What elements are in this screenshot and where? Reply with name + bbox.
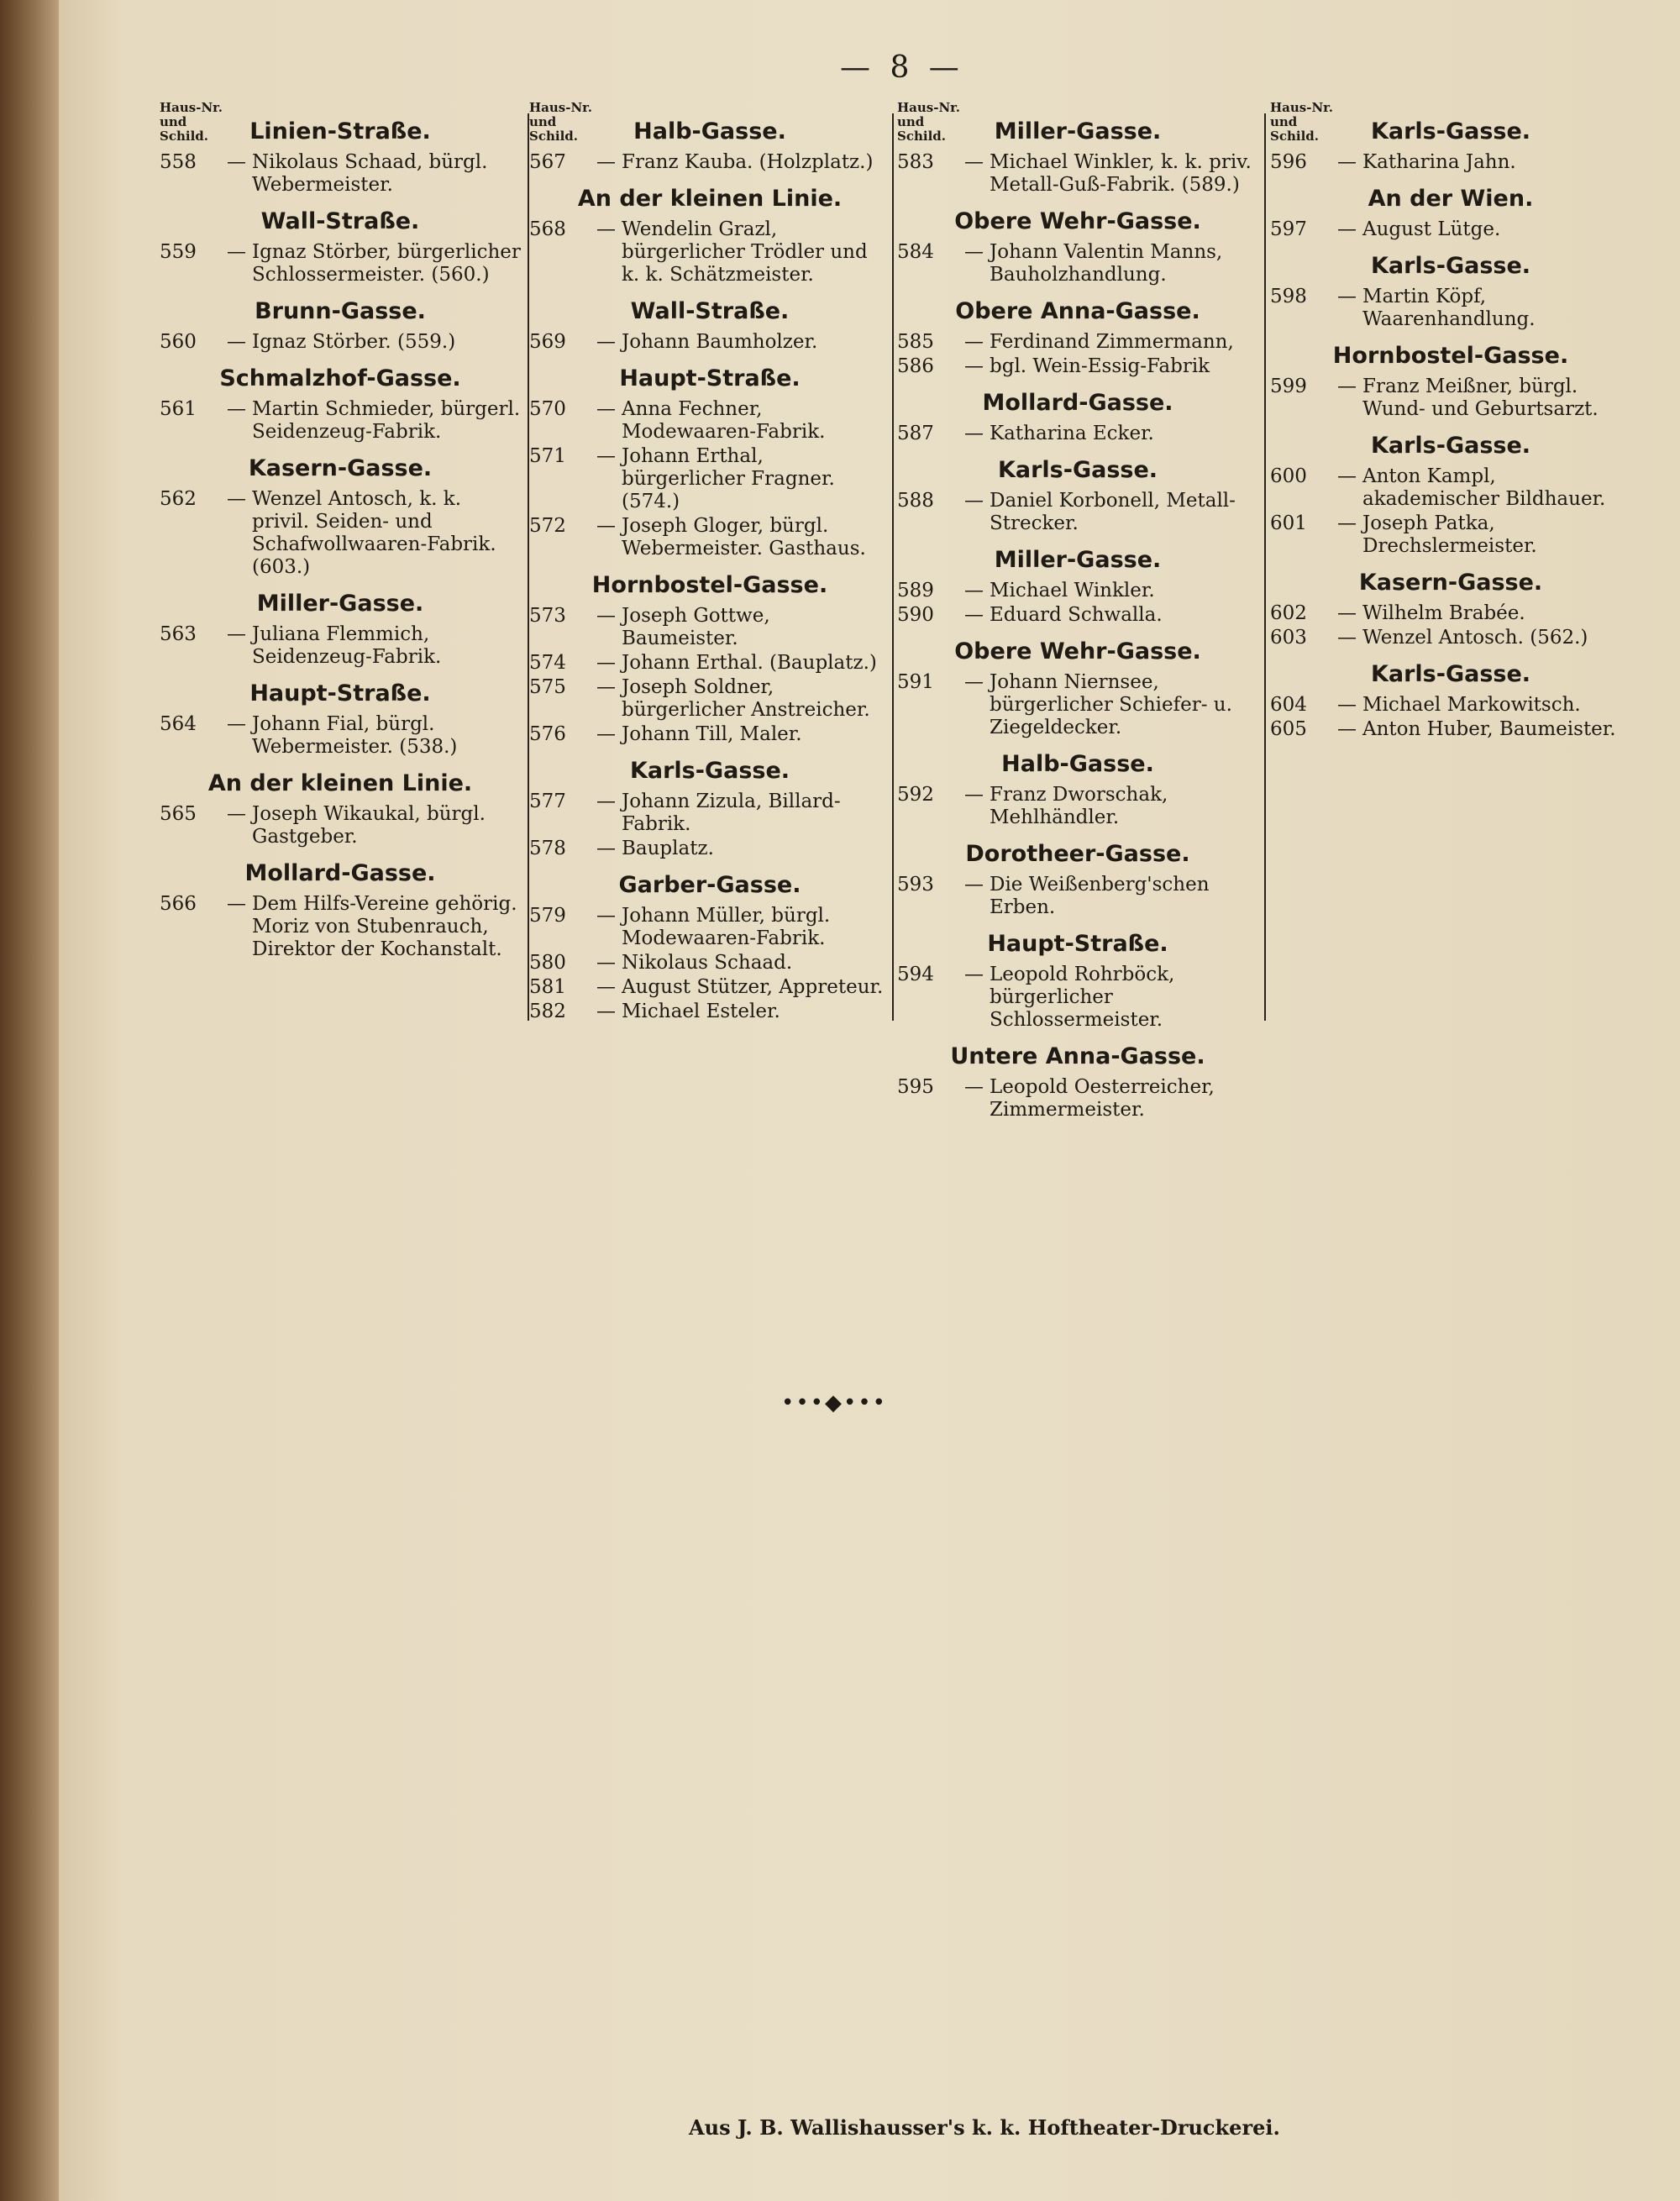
street-heading: Karls-Gasse. xyxy=(997,457,1158,483)
street-heading: Untere Anna-Gasse. xyxy=(950,1043,1205,1069)
house-number: 565 xyxy=(160,803,197,825)
dash-separator: — xyxy=(227,398,246,420)
column-4 xyxy=(1270,101,1631,743)
house-entry xyxy=(897,355,1258,378)
owner-text: Johann Valentin Manns, Bauholzhandlung. xyxy=(990,241,1223,286)
column-divider xyxy=(1264,113,1266,1021)
house-number: 586 xyxy=(897,355,934,377)
house-entry xyxy=(160,803,521,848)
house-entry xyxy=(529,952,890,974)
dash-separator: — xyxy=(227,151,246,173)
house-number: 594 xyxy=(897,964,934,985)
owner-text: Katharina Jahn. xyxy=(1362,151,1516,173)
dash-separator: — xyxy=(1337,512,1357,534)
house-entry xyxy=(529,218,890,286)
street-heading: Kasern-Gasse. xyxy=(1358,570,1543,596)
house-number: 587 xyxy=(897,423,934,444)
house-number: 574 xyxy=(529,652,566,674)
dash-separator: — xyxy=(227,331,246,353)
dash-separator: — xyxy=(596,905,616,927)
house-entry xyxy=(1270,602,1631,625)
house-entry xyxy=(897,151,1258,197)
owner-text: Johann Fial, bürgl. Webermeister. (538.) xyxy=(252,713,458,758)
owner-text: Johann Till, Maler. xyxy=(622,723,802,745)
owner-text: Anton Kampl, akademischer Bildhauer. xyxy=(1362,465,1606,510)
dash-separator: — xyxy=(1337,286,1357,307)
house-number: 566 xyxy=(160,893,197,915)
owner-text: Michael Winkler, k. k. priv. Metall-Guß-Fabrik. (589.) xyxy=(990,151,1252,196)
dash-separator: — xyxy=(596,952,616,974)
dash-separator: — xyxy=(964,874,984,896)
house-entry xyxy=(897,423,1258,445)
house-number: 576 xyxy=(529,723,566,745)
dash-separator: — xyxy=(964,490,984,512)
house-entry xyxy=(160,241,521,286)
house-number: 578 xyxy=(529,838,566,859)
owner-text: Franz Kauba. (Holzplatz.) xyxy=(622,151,874,173)
house-entry xyxy=(529,652,890,675)
street-heading: Garber-Gasse. xyxy=(618,872,801,898)
street-heading: Miller-Gasse. xyxy=(256,591,424,617)
dash-separator: — xyxy=(227,623,246,645)
house-entry xyxy=(897,964,1258,1032)
owner-text: August Lütge. xyxy=(1362,218,1501,240)
dash-separator: — xyxy=(596,515,616,537)
house-number: 568 xyxy=(529,218,566,240)
book-spine xyxy=(0,0,67,2201)
ornamental-divider: •••◆••• xyxy=(781,1390,888,1416)
house-entry xyxy=(897,671,1258,739)
dash-separator: — xyxy=(964,671,984,693)
house-entry xyxy=(529,676,890,722)
house-entry xyxy=(1270,627,1631,649)
dash-separator: — xyxy=(596,652,616,674)
owner-text: Joseph Gottwe, Baumeister. xyxy=(622,605,770,649)
owner-text: Ignaz Störber, bürgerlicher Schlossermeister. (560.) xyxy=(252,241,521,286)
house-entry xyxy=(1270,218,1631,241)
owner-text: Die Weißenberg'schen Erben. xyxy=(990,874,1210,918)
owner-text: Ferdinand Zimmermann, xyxy=(990,331,1234,353)
dash-separator: — xyxy=(1337,376,1357,397)
house-number: 582 xyxy=(529,1001,566,1022)
owner-text: Nikolaus Schaad. xyxy=(622,952,793,974)
house-entry xyxy=(529,838,890,860)
column-divider xyxy=(892,113,894,1021)
street-heading: Wall-Straße. xyxy=(260,208,420,234)
owner-text: Franz Dworschak, Mehlhändler. xyxy=(990,784,1168,828)
house-number: 588 xyxy=(897,490,934,512)
house-number: 569 xyxy=(529,331,566,353)
house-number: 560 xyxy=(160,331,197,353)
owner-text: Daniel Korbonell, Metall-Strecker. xyxy=(990,490,1236,534)
house-number: 562 xyxy=(160,488,197,510)
house-entry xyxy=(529,1001,890,1023)
house-number: 605 xyxy=(1270,718,1307,740)
owner-text: Wenzel Antosch. (562.) xyxy=(1362,627,1588,649)
house-number: 564 xyxy=(160,713,197,735)
house-number: 580 xyxy=(529,952,566,974)
house-number: 591 xyxy=(897,671,934,693)
street-heading: Karls-Gasse. xyxy=(1370,253,1531,279)
street-heading: Miller-Gasse. xyxy=(994,118,1162,144)
dash-separator: — xyxy=(964,1076,984,1098)
house-entry xyxy=(529,791,890,836)
page-number: — 8 — xyxy=(840,50,964,85)
street-heading: Karls-Gasse. xyxy=(1370,661,1531,687)
street-heading: Schmalzhof-Gasse. xyxy=(219,365,461,391)
house-entry xyxy=(160,623,521,669)
house-number: 589 xyxy=(897,580,934,601)
owner-text: Ignaz Störber. (559.) xyxy=(252,331,456,353)
house-number: 583 xyxy=(897,151,934,173)
house-entry xyxy=(897,580,1258,602)
street-heading: Karls-Gasse. xyxy=(629,758,790,784)
column-header-label: Haus-Nr. und Schild. xyxy=(1270,100,1333,144)
house-number: 602 xyxy=(1270,602,1307,624)
owner-text: Joseph Wikaukal, bürgl. Gastgeber. xyxy=(252,803,486,848)
dash-separator: — xyxy=(1337,718,1357,740)
house-number: 599 xyxy=(1270,376,1307,397)
house-number: 590 xyxy=(897,604,934,626)
dash-separator: — xyxy=(227,803,246,825)
owner-text: Michael Esteler. xyxy=(622,1001,780,1022)
dash-separator: — xyxy=(596,676,616,698)
owner-text: Katharina Ecker. xyxy=(990,423,1154,444)
street-heading: Obere Wehr-Gasse. xyxy=(954,638,1201,665)
dash-separator: — xyxy=(964,580,984,601)
house-number: 575 xyxy=(529,676,566,698)
street-heading: Halb-Gasse. xyxy=(1001,751,1154,777)
house-entry xyxy=(897,604,1258,627)
house-entry xyxy=(160,893,521,961)
dash-separator: — xyxy=(964,964,984,985)
house-entry xyxy=(529,905,890,950)
street-heading: Karls-Gasse. xyxy=(1370,433,1531,459)
dash-separator: — xyxy=(596,151,616,173)
house-entry xyxy=(1270,465,1631,511)
dash-separator: — xyxy=(596,723,616,745)
house-entry xyxy=(897,784,1258,829)
dash-separator: — xyxy=(964,784,984,806)
house-entry xyxy=(160,398,521,444)
street-heading: Haupt-Straße. xyxy=(987,931,1168,957)
house-entry xyxy=(529,976,890,999)
owner-text: Leopold Rohrböck, bürgerlicher Schlossermeister. xyxy=(990,964,1175,1031)
house-entry xyxy=(897,241,1258,286)
dash-separator: — xyxy=(1337,602,1357,624)
dash-separator: — xyxy=(1337,218,1357,240)
dash-separator: — xyxy=(596,218,616,240)
house-entry xyxy=(897,1076,1258,1122)
house-entry xyxy=(1270,718,1631,741)
house-entry xyxy=(1270,512,1631,558)
dash-separator: — xyxy=(596,838,616,859)
owner-text: Johann Erthal. (Bauplatz.) xyxy=(622,652,877,674)
owner-text: Johann Müller, bürgl. Modewaaren-Fabrik. xyxy=(622,905,831,949)
house-number: 577 xyxy=(529,791,566,812)
owner-text: Martin Köpf, Waarenhandlung. xyxy=(1362,286,1536,330)
dash-separator: — xyxy=(964,604,984,626)
dash-separator: — xyxy=(964,355,984,377)
column-header-label: Haus-Nr. und Schild. xyxy=(529,100,592,144)
street-heading: Wall-Straße. xyxy=(630,298,790,324)
owner-text: August Stützer, Appreteur. xyxy=(622,976,884,998)
house-entry xyxy=(529,723,890,746)
house-number: 561 xyxy=(160,398,197,420)
dash-separator: — xyxy=(1337,465,1357,487)
house-number: 600 xyxy=(1270,465,1307,487)
house-number: 598 xyxy=(1270,286,1307,307)
column-3 xyxy=(897,101,1258,1123)
owner-text: bgl. Wein-Essig-Fabrik xyxy=(990,355,1210,377)
owner-text: Michael Winkler. xyxy=(990,580,1155,601)
owner-text: Eduard Schwalla. xyxy=(990,604,1163,626)
street-heading: Haupt-Straße. xyxy=(249,680,431,707)
column-1 xyxy=(160,101,521,963)
house-entry xyxy=(1270,694,1631,717)
house-number: 558 xyxy=(160,151,197,173)
house-number: 559 xyxy=(160,241,197,263)
house-entry xyxy=(529,398,890,444)
street-heading: Brunn-Gasse. xyxy=(255,298,426,324)
house-number: 603 xyxy=(1270,627,1307,649)
house-entry xyxy=(160,488,521,579)
street-heading: Linien-Straße. xyxy=(249,118,431,144)
dash-separator: — xyxy=(227,713,246,735)
house-number: 595 xyxy=(897,1076,934,1098)
dash-separator: — xyxy=(596,445,616,467)
house-entry xyxy=(529,445,890,513)
owner-text: Michael Markowitsch. xyxy=(1362,694,1581,716)
house-number: 592 xyxy=(897,784,934,806)
owner-text: Dem Hilfs-Vereine gehörig. Moriz von Stubenrauch, Direktor der Kochanstalt. xyxy=(252,893,517,960)
house-number: 581 xyxy=(529,976,566,998)
house-entry xyxy=(160,151,521,197)
owner-text: Bauplatz. xyxy=(622,838,714,859)
street-heading: Halb-Gasse. xyxy=(633,118,786,144)
dash-separator: — xyxy=(596,398,616,420)
dash-separator: — xyxy=(964,241,984,263)
owner-text: Joseph Gloger, bürgl. Webermeister. Gasthaus. xyxy=(622,515,866,559)
street-heading: Hornbostel-Gasse. xyxy=(1332,343,1569,369)
owner-text: Wenzel Antosch, k. k. privil. Seiden- und Schafwollwaaren-Fabrik. (603.) xyxy=(252,488,496,578)
house-entry xyxy=(897,331,1258,354)
house-entry xyxy=(1270,286,1631,331)
column-header-label: Haus-Nr. und Schild. xyxy=(897,100,960,144)
dash-separator: — xyxy=(1337,151,1357,173)
house-entry xyxy=(1270,151,1631,174)
column-header-label: Haus-Nr. und Schild. xyxy=(160,100,223,144)
street-heading: Obere Wehr-Gasse. xyxy=(954,208,1201,234)
street-heading: Haupt-Straße. xyxy=(619,365,801,391)
owner-text: Martin Schmieder, bürgerl. Seidenzeug-Fabrik. xyxy=(252,398,521,443)
street-heading: Kasern-Gasse. xyxy=(248,455,433,481)
house-number: 572 xyxy=(529,515,566,537)
house-entry xyxy=(529,331,890,354)
house-entry xyxy=(897,874,1258,919)
dash-separator: — xyxy=(1337,627,1357,649)
owner-text: Anna Fechner, Modewaaren-Fabrik. xyxy=(622,398,826,443)
house-number: 585 xyxy=(897,331,934,353)
owner-text: Johann Niernsee, bürgerlicher Schiefer- u. Ziegeldecker. xyxy=(990,671,1232,738)
house-number: 570 xyxy=(529,398,566,420)
dash-separator: — xyxy=(964,151,984,173)
house-entry xyxy=(897,490,1258,535)
owner-text: Joseph Soldner, bürgerlicher Anstreicher. xyxy=(622,676,870,721)
owner-text: Franz Meißner, bürgl. Wund- und Geburtsarzt. xyxy=(1362,376,1599,420)
street-heading: Hornbostel-Gasse. xyxy=(591,572,828,598)
dash-separator: — xyxy=(227,488,246,510)
house-entry xyxy=(160,713,521,759)
dash-separator: — xyxy=(596,331,616,353)
dash-separator: — xyxy=(964,423,984,444)
street-heading: Mollard-Gasse. xyxy=(982,390,1173,416)
street-heading: Mollard-Gasse. xyxy=(244,860,436,886)
dash-separator: — xyxy=(596,605,616,627)
dash-separator: — xyxy=(227,893,246,915)
street-heading: Dorotheer-Gasse. xyxy=(965,841,1190,867)
house-number: 584 xyxy=(897,241,934,263)
printer-footer: Aus J. B. Wallishausser's k. k. Hoftheater-Druckerei. xyxy=(689,2115,1280,2140)
street-heading: An der Wien. xyxy=(1368,186,1534,212)
house-entry xyxy=(529,605,890,650)
owner-text: Nikolaus Schaad, bürgl. Webermeister. xyxy=(252,151,488,196)
house-number: 579 xyxy=(529,905,566,927)
owner-text: Juliana Flemmich, Seidenzeug-Fabrik. xyxy=(252,623,442,668)
owner-text: Leopold Oesterreicher, Zimmermeister. xyxy=(990,1076,1215,1121)
house-number: 563 xyxy=(160,623,197,645)
house-number: 567 xyxy=(529,151,566,173)
owner-text: Wendelin Grazl, bürgerlicher Trödler und k. k. Schätzmeister. xyxy=(622,218,868,286)
column-2 xyxy=(529,101,890,1025)
dash-separator: — xyxy=(1337,694,1357,716)
house-number: 573 xyxy=(529,605,566,627)
house-number: 593 xyxy=(897,874,934,896)
owner-text: Anton Huber, Baumeister. xyxy=(1362,718,1616,740)
dash-separator: — xyxy=(596,791,616,812)
owner-text: Johann Baumholzer. xyxy=(622,331,818,353)
owner-text: Johann Zizula, Billard-Fabrik. xyxy=(622,791,841,835)
street-heading: Obere Anna-Gasse. xyxy=(955,298,1200,324)
house-number: 604 xyxy=(1270,694,1307,716)
house-entry xyxy=(529,151,890,174)
house-number: 601 xyxy=(1270,512,1307,534)
dash-separator: — xyxy=(596,1001,616,1022)
dash-separator: — xyxy=(964,331,984,353)
dash-separator: — xyxy=(596,976,616,998)
street-heading: An der kleinen Linie. xyxy=(577,186,843,212)
owner-text: Johann Erthal, bürgerlicher Fragner. (574.) xyxy=(622,445,835,512)
house-entry xyxy=(160,331,521,354)
dash-separator: — xyxy=(227,241,246,263)
house-number: 596 xyxy=(1270,151,1307,173)
house-entry xyxy=(1270,376,1631,421)
house-number: 597 xyxy=(1270,218,1307,240)
owner-text: Joseph Patka, Drechslermeister. xyxy=(1362,512,1537,557)
street-heading: An der kleinen Linie. xyxy=(207,770,473,796)
owner-text: Wilhelm Brabée. xyxy=(1362,602,1525,624)
house-number: 571 xyxy=(529,445,566,467)
house-entry xyxy=(529,515,890,560)
street-heading: Karls-Gasse. xyxy=(1370,118,1531,144)
street-heading: Miller-Gasse. xyxy=(994,547,1162,573)
